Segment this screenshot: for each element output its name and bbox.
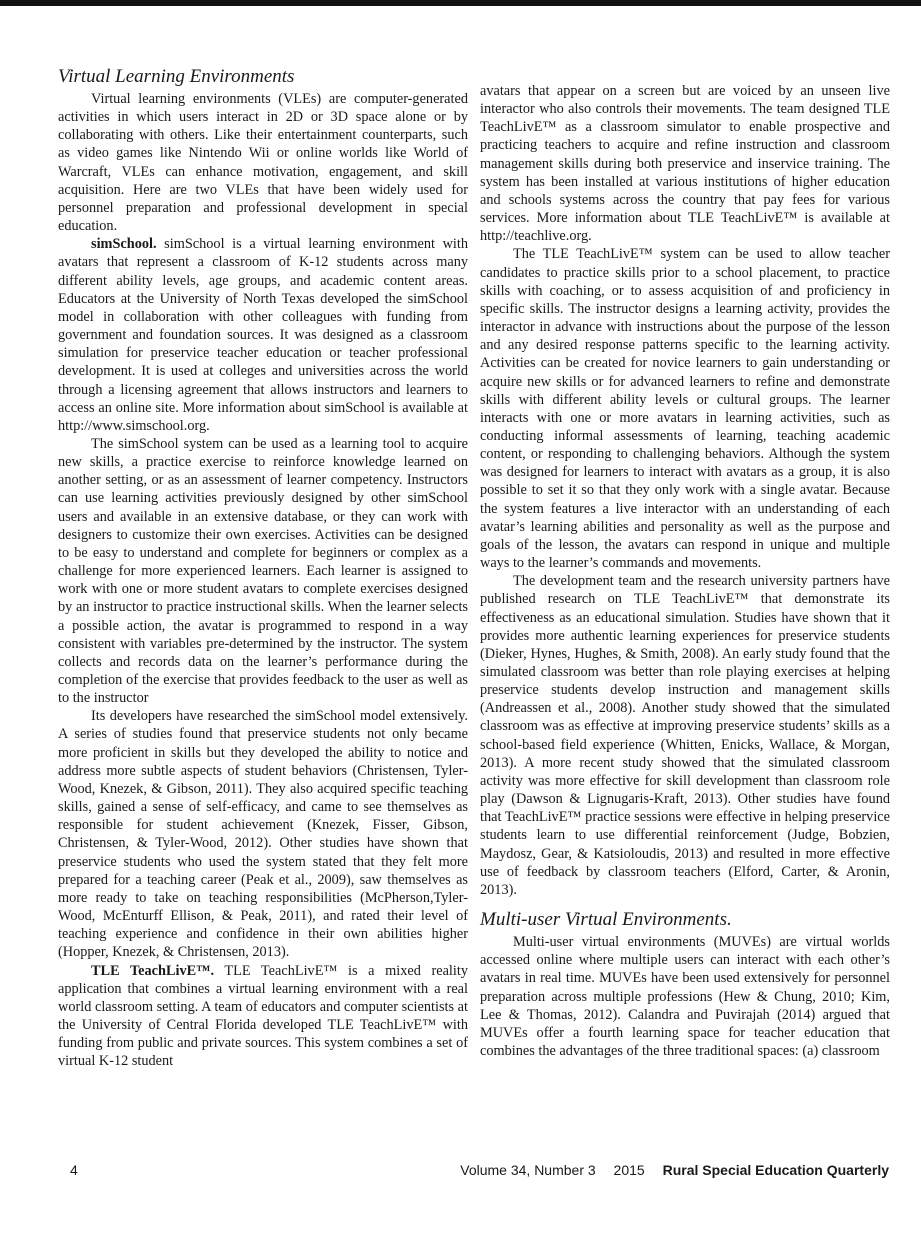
subheading-tle-teachlive: TLE TeachLivE™. [91,962,215,979]
page-footer [0,1162,921,1184]
publication-year: 2015 [613,1162,645,1178]
journal-info [460,1162,889,1178]
journal-name: Rural Special Education Quarterly [662,1162,889,1178]
paragraph-simschool-intro-text: simSchool is a virtual learning environment with avatars that represent a classroom of K-12 students across many different ability levels, age groups, and academic content areas. Educators at the University of North Texas developed the simSchool model in collaboration with other colleagues with funding from government and foundation sources. It was designed as a classroom simulation for preservice teacher education or teacher professional development. It is used at colleges and universities across the world through a licensing agreement that allows instructors and learners to access an online site. More information about simSchool is available at http://www.simschool.org. [58,236,468,434]
paragraph-muve-intro: Multi-user virtual environments (MUVEs) are virtual worlds accessed online where multiple users can interact with each other’s avatars in real time. MUVEs have been used extensively for personnel preparation across multiple professions (Hew & Chung, 2010; Kim, Lee & Thomas, 2012). Calandra and Puvirajah (2014) argued that MUVEs offer a fourth learning space for teacher education that combines the advantages of the three traditional spaces: (a) classroom [480,934,890,1059]
paragraph-vle-intro: Virtual learning environments (VLEs) are computer-generated activities in which users interact in 2D or 3D space alone or by collaborating with others. Like their entertainment counterparts, such as video games like Nintendo Wii or online worlds like World of Warcraft, VLEs can enhance motivation, engagement, and skill acquisition. Here are two VLEs that have been widely used for personnel preparation and professional development in special education. [58,91,468,235]
paragraph-teachlive-usage: The TLE TeachLivE™ system can be used to allow teacher candidates to practice skills prior to a school placement, to practice skills with coaching, or to assess acquisition of and proficiency in specific skills. The instructor designs a learning activity, provides the interactor in advance with instructions about the purpose of the lesson and any desired response patterns specific to the learning activity. Activities can be created for novice learners to gain understanding or acquire new skills or for advanced learners to refine and demonstrate skills with different ability levels or cultural groups. The learner interacts with one or more avatars in learning activities, such as conducting informal assessments of learning, teaching academic content, or responding to challenging behaviors. Although the system was designed for learners to interact with avatars as a group, it is also possible to set it so that they only work with a single avatar. Because the system features a live interactor with an understanding of each avatar’s learning abilities and personality as well as the purpose and goals of the lesson, the avatars can respond in unique and multiple ways to the learner’s commands and movements. [480,246,890,572]
left-column [58,66,468,1070]
subheading-simschool: simSchool. [91,236,157,253]
page-number: 4 [70,1162,78,1178]
top-border-rule [0,0,921,6]
paragraph-simschool-intro [58,235,468,435]
right-column [480,82,890,1060]
section-title-virtual-learning-environments: Virtual Learning Environments [58,66,295,87]
paragraph-simschool-research: Its developers have researched the simSchool model extensively. A series of studies found that preservice students not only became more proficient in skills but they developed the ability to notice and address more subtle aspects of student behaviors (Christensen, Tyler-Wood, Knezek, & Gibson, 2011). They also acquired specific teaching skills, gained a sense of self-efficacy, and came to see themselves as responsible for student achievement (Knezek, Fisser, Gibson, Christensen, & Tyler-Wood, 2012). Other studies have shown that preservice students who used the system stated that they felt more prepared for a teaching career (Peak et al., 2009), saw themselves as more ready to take on teaching responsibilities (McPherson,Tyler-Wood, McEnturff Ellison, & Peak, 2011), and rated their level of teaching experience and confidence in their own abilities higher (Hopper, Knezek, & Christensen, 2013). [58,708,468,961]
section-title-multi-user-virtual-environments: Multi-user Virtual Environments. [480,909,732,931]
paragraph-teachlive-research: The development team and the research university partners have published research on TLE TeachLivE™ that demonstrate its effectiveness as an educational simulation. Studies have shown that it provides more authentic learning experiences for preservice students (Dieker, Hynes, Hughes, & Smith, 2008). An early study found that the simulated classroom was better than role playing exercises at helping preservice students develop instruction and management skills (Andreassen et al., 2008). Another study showed that the simulated classroom was as effective at improving preservice students’ skills as a school-based field experience (Whitten, Enicks, Wallace, & Morgan, 2013). A more recent study showed that the simulated classroom activity was more effective for skill development than classroom role play (Dawson & Lignugaris-Kraft, 2013). Other studies have found that TeachLivE™ practice sessions were effective in helping preservice students learn to use differential reinforcement (Judge, Bobzien, Maydosz, Gear, & Katsioloudis, 2013) and resulted in more effective use of feedback by classroom teachers (Elford, Carter, & Aronin, 2013). [480,573,890,898]
paragraph-teachlive-intro [58,962,468,1071]
paragraph-teachlive-intro-text: TLE TeachLivE™ is a mixed reality application that combines a virtual learning environment with a real world classroom setting. A team of educators and computer scientists at the University of Central Florida developed TLE TeachLivE™ with funding from public and private sources. This system combines a set of virtual K-12 student [58,962,468,1070]
paragraph-teachlive-continued: avatars that appear on a screen but are voiced by an unseen live interactor who also controls their movements. The team designed TLE TeachLivE™ as a classroom simulator to enable prospective and practicing teachers to acquire and refine instruction and classroom management skills during both preservice and inservice training. The system has been installed at various institutions of higher education and schools systems across the country that pay fees for various services. More information about TLE TeachLivE™ is available at http://teachlive.org. [480,83,890,245]
volume-issue: Volume 34, Number 3 [460,1162,596,1178]
paragraph-simschool-usage: The simSchool system can be used as a learning tool to acquire new skills, a practice exercise to reinforce knowledge learned on another setting, or as an assessment of learner competency. Instructors can use learning activities previously designed by other simSchool users and available in an extensive database, or they can work with designers to customize their own exercises. Activities can be designed to be easy to understand and complete for beginners or complex as a challenge for more experienced learners. Each learner is assigned to work with one or more student avatars to complete exercises designed by an instructor to practice instructional skills. When the learner selects a possible action, the avatar is programmed to respond in a way consistent with variables pre-determined by the instructor. The system collects and records data on the learner’s performance during the completion of the exercise that provides feedback to the user as well as to the instructor [58,435,468,707]
